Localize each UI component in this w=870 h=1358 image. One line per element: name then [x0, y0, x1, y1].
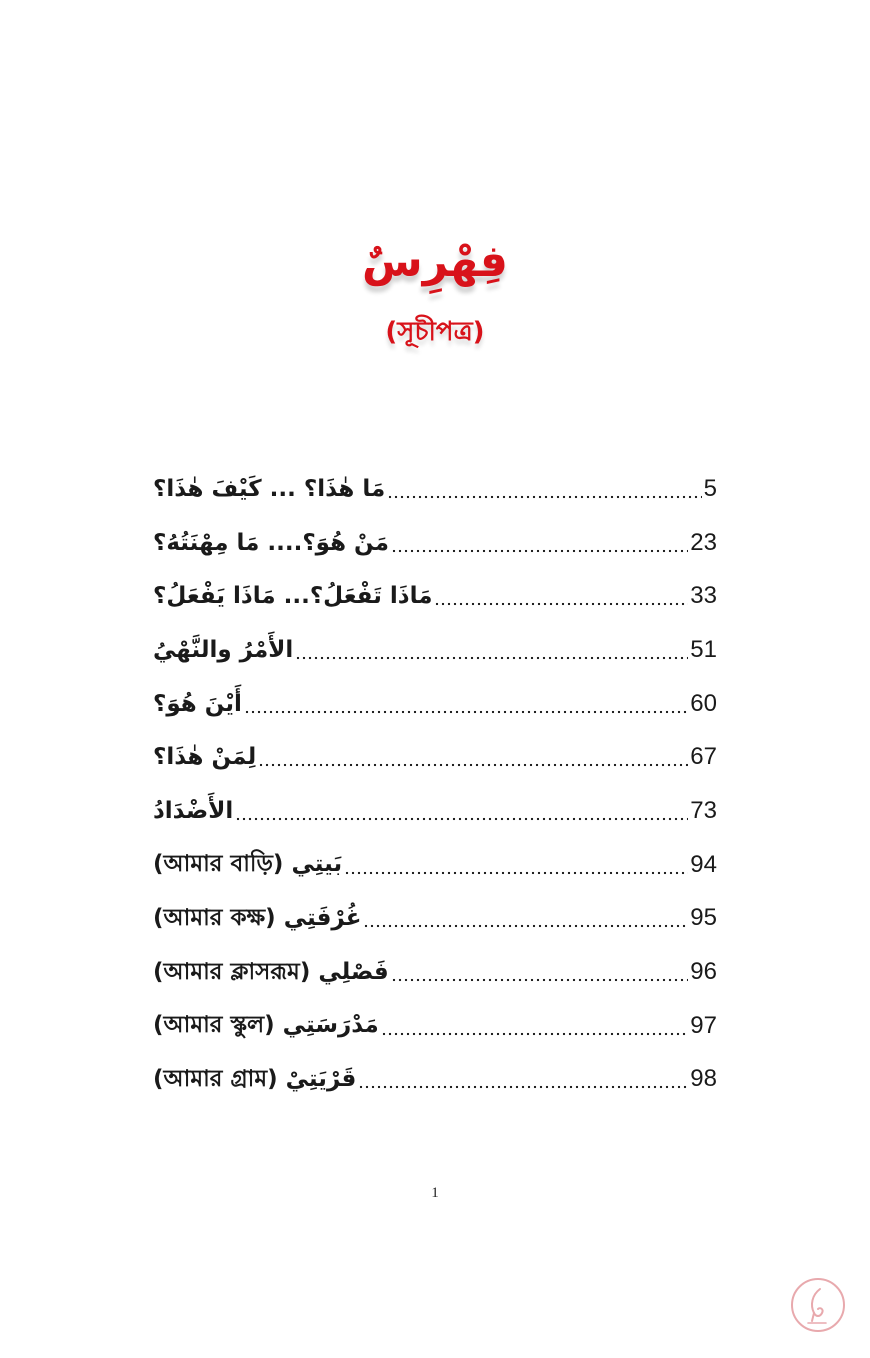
toc-entry-title: أَيْنَ هُوَ؟	[153, 690, 242, 717]
toc-entry[interactable]	[153, 838, 717, 892]
toc-leader-dots	[344, 870, 688, 876]
toc-entry-page: 73	[690, 796, 717, 824]
toc-entry-title: فَصْلِي (আমার ক্লাসরূম)	[153, 958, 389, 985]
toc-leader-dots	[258, 762, 688, 768]
toc-entry[interactable]	[153, 569, 717, 623]
toc-leader-dots	[358, 1084, 688, 1090]
toc-entry-page: 97	[690, 1011, 717, 1039]
toc-entry[interactable]	[153, 677, 717, 731]
toc-entry[interactable]	[153, 1053, 717, 1107]
table-of-contents	[153, 462, 717, 1106]
toc-entry-page: 94	[690, 850, 717, 878]
toc-entry[interactable]	[153, 945, 717, 999]
toc-entry-page: 95	[690, 904, 717, 932]
toc-entry[interactable]	[153, 999, 717, 1053]
toc-entry-page: 51	[690, 635, 717, 663]
toc-leader-dots	[391, 977, 689, 983]
toc-entry-page: 23	[690, 528, 717, 556]
toc-entry-title: الأَضْدَادُ	[153, 797, 234, 824]
toc-entry-title: مَاذَا تَفْعَلُ؟... مَاذَا يَفْعَلُ؟	[153, 583, 433, 610]
toc-entry-title: مَا هٰذَا؟ ... كَيْفَ هٰذَا؟	[153, 475, 386, 502]
page-subtitle-bengali: (সূচীপত্র)	[385, 317, 485, 347]
toc-entry-title: مَدْرَسَتِي (আমার স্কুল)	[153, 1012, 379, 1039]
toc-entry-page: 96	[690, 958, 717, 986]
page-number: 1	[431, 1185, 439, 1201]
toc-entry[interactable]	[153, 784, 717, 838]
toc-leader-dots	[244, 709, 688, 715]
toc-entry-page: 67	[690, 743, 717, 771]
toc-entry-page: 5	[703, 474, 717, 502]
toc-entry[interactable]	[153, 516, 717, 570]
toc-entry-title: بَيتِي (আমার বাড়ি)	[153, 851, 343, 878]
quill-logo-icon	[790, 1277, 846, 1333]
toc-entry[interactable]	[153, 462, 717, 516]
toc-entry[interactable]	[153, 892, 717, 946]
toc-entry-page: 60	[690, 689, 717, 717]
toc-entry-title: مَنْ هُوَ؟.... مَا مِهْنَتُهُ؟	[153, 529, 389, 556]
toc-leader-dots	[391, 548, 688, 554]
toc-leader-dots	[381, 1031, 689, 1037]
page-header	[0, 232, 870, 350]
toc-leader-dots	[363, 923, 688, 929]
toc-entry-title: الأَمْرُ والنَّهْيُ	[153, 636, 294, 663]
toc-entry-page: 33	[690, 582, 717, 610]
page-title-arabic: فِهْرِسٌ	[362, 236, 508, 287]
toc-entry-title: غُرْفَتِي (আমার কক্ষ)	[153, 904, 362, 931]
toc-leader-dots	[387, 494, 701, 500]
toc-entry[interactable]	[153, 623, 717, 677]
toc-entry[interactable]	[153, 730, 717, 784]
toc-leader-dots	[434, 601, 688, 607]
toc-entry-page: 98	[690, 1065, 717, 1093]
toc-leader-dots	[295, 655, 688, 661]
toc-entry-title: لِمَنْ هٰذَا؟	[153, 744, 257, 771]
toc-entry-title: قَرْيَتِيْ (আমার গ্রাম)	[153, 1065, 357, 1092]
toc-leader-dots	[235, 816, 688, 822]
